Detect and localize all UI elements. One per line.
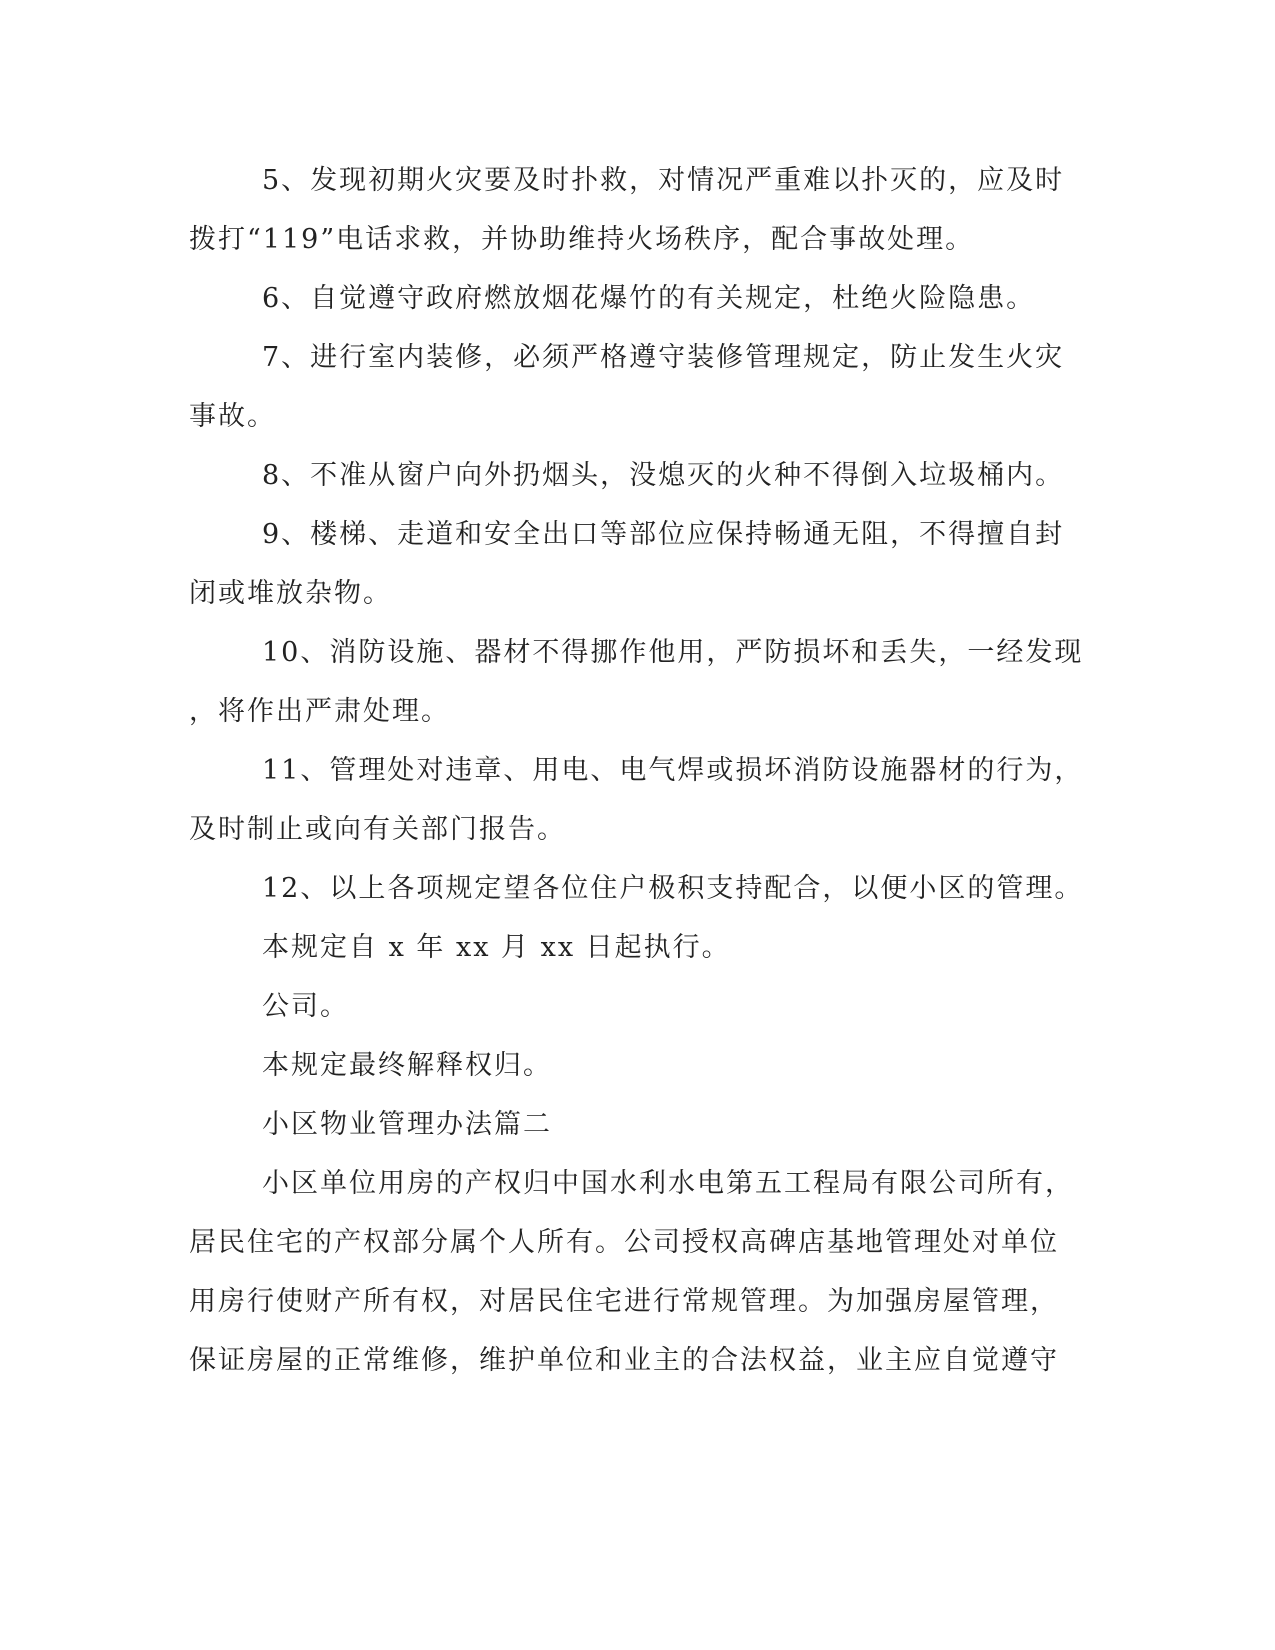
paragraph-line: 保证房屋的正常维修，维护单位和业主的合法权益，业主应自觉遵守 [189,1345,1059,1376]
paragraph-line: 7、进行室内装修，必须严格遵守装修管理规定，防止发生火灾 [262,342,1065,373]
paragraph-line: 11、管理处对违章、用电、电气焊或损坏消防设施器材的行为， [262,755,1084,786]
section-heading: 小区物业管理办法篇二 [262,1109,552,1140]
paragraph-line: 居民住宅的产权部分属个人所有。公司授权高碑店基地管理处对单位 [189,1227,1059,1258]
paragraph-line: ，将作出严肃处理。 [189,696,450,727]
paragraph-line: 8、不准从窗户向外扔烟头，没熄灭的火种不得倒入垃圾桶内。 [262,460,1065,491]
paragraph-line: 本规定最终解释权归。 [262,1050,552,1081]
paragraph-line: 小区单位用房的产权归中国水利水电第五工程局有限公司所有， [262,1168,1074,1199]
paragraph-line: 12、以上各项规定望各位住户极积支持配合，以便小区的管理。 [262,873,1084,904]
paragraph-line: 事故。 [189,401,276,432]
paragraph-line: 9、楼梯、走道和安全出口等部位应保持畅通无阻，不得擅自封 [262,519,1065,550]
paragraph-line: 及时制止或向有关部门报告。 [189,814,566,845]
paragraph-line: 10、消防设施、器材不得挪作他用，严防损坏和丢失，一经发现 [262,637,1084,668]
paragraph-line: 5、发现初期火灾要及时扑救，对情况严重难以扑灭的，应及时 [262,165,1065,196]
paragraph-line: 拨打“119”电话求救，并协助维持火场秩序，配合事故处理。 [189,224,975,255]
paragraph-line: 公司。 [262,991,349,1022]
paragraph-line: 闭或堆放杂物。 [189,578,392,609]
paragraph-line: 6、自觉遵守政府燃放烟花爆竹的有关规定，杜绝火险隐患。 [262,283,1036,314]
paragraph-line: 用房行使财产所有权，对居民住宅进行常规管理。为加强房屋管理， [189,1286,1059,1317]
paragraph-line: 本规定自 x 年 xx 月 xx 日起执行。 [262,932,731,963]
